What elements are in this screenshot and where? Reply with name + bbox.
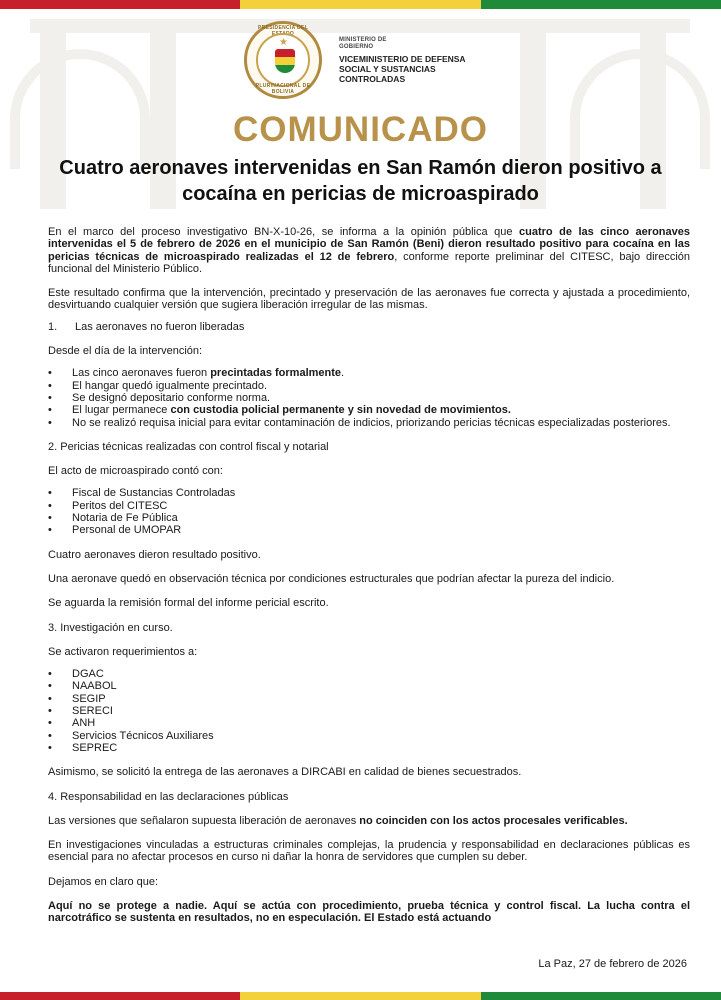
star-icon: ★ (279, 37, 288, 48)
text-run: Las cinco aeronaves fueron (72, 367, 211, 380)
section-4-heading: 4. Responsabilidad en las declaraciones públicas (48, 790, 289, 803)
bold-text-run: precintadas formalmente (210, 367, 342, 380)
section-3-list (48, 668, 690, 754)
headline: Cuatro aeronaves intervenidas en San Ramón dieron positivo a cocaína en pericias de microaspirado (59, 157, 662, 205)
bottom-flag-bar (0, 992, 721, 1000)
document-body (48, 226, 690, 925)
closing-statement: Aquí no se protege a nadie. Aquí se actúa con procedimiento, prueba técnica y control fiscal. La lucha contra el narcotráfico se sustenta en resultados, no en especulación. El Estado está actuando (48, 899, 690, 925)
section-number: 1. (48, 320, 58, 333)
section-4-paragraph-1 (48, 815, 690, 827)
flag-yellow-stripe (240, 0, 480, 9)
section-title: Las aeronaves no fueron liberadas (75, 320, 245, 333)
text-run: , conforme reporte preliminar del CITESC, bajo dirección funcional del Ministerio Público. (48, 250, 691, 275)
ministry-header (244, 20, 484, 100)
list-item: • No se realizó requisa inicial para evitar contaminación de indicios, priorizando pericias técnicas especializadas posteriores. (48, 417, 690, 429)
section-3-heading: 3. Investigación en curso. (48, 621, 173, 634)
text-run: En el marco del proceso investigativo BN-X-10-26, se informa a la opinión pública que (48, 226, 519, 238)
section-2-lead: El acto de microaspirado contó con: (48, 465, 223, 478)
seal-text-top: PRESIDENCIA DEL (258, 25, 308, 31)
section-3-paragraph-1: Asimismo, se solicitó la entrega de las aeronaves a DIRCABI en calidad de bienes secuestrados. (48, 766, 522, 779)
flag-green-stripe (481, 0, 721, 9)
section-2-heading: 2. Pericias técnicas realizadas con control fiscal y notarial (48, 440, 329, 453)
flag-red-stripe (0, 0, 240, 9)
section-3-lead: Se activaron requerimientos a: (48, 645, 198, 658)
section-4-paragraph-3: Dejamos en claro que: (48, 875, 159, 888)
bold-text-run: no coinciden con los actos procesales verificables. (359, 814, 628, 827)
section-1-heading (48, 321, 690, 333)
vice-ministry-label: VICEMINISTERIO DE DEFENSA SOCIAL Y SUSTANCIAS CONTROLADAS (339, 53, 466, 84)
document-type-title: COMUNICADO (233, 110, 488, 149)
list-item: • SEPREC (48, 742, 690, 754)
section-4-paragraph-2: En investigaciones vinculadas a estructuras criminales complejas, la prudencia y responsabilidad en declaraciones públicas es esencial para no afectar procesos en curso ni dañar la honra de servidores que cumplen su deber. (48, 839, 690, 864)
ministry-name-block (339, 37, 489, 84)
section-2-list (48, 487, 690, 536)
list-item: • Personal de UMOPAR (48, 524, 690, 536)
bold-text-run: cuatro de las cinco aeronaves intervenidas el 5 de febrero de 2026 en el municipio de San Ramón (Beni) dieron resultado positivo para cocaína en las pericias técnicas de microaspirado realizadas el 12 de febrero (48, 226, 690, 263)
bolivia-state-seal-logo (244, 21, 322, 99)
list-item: • Se designó depositario conforme norma. (48, 392, 690, 404)
list-item: • Notaria de Fe Pública (48, 512, 690, 524)
list-item: • Servicios Técnicos Auxiliares (48, 730, 690, 742)
top-flag-bar (0, 0, 721, 9)
section-1-list (48, 367, 690, 428)
list-item: • El hangar quedó igualmente precintado. (48, 380, 690, 392)
list-item (48, 404, 690, 416)
bold-text-run: con custodia policial permanente y sin novedad de movimientos. (170, 404, 511, 417)
list-item: • Peritos del CITESC (48, 500, 690, 512)
section-1-lead: Desde el día de la intervención: (48, 345, 203, 358)
ministry-label: MINISTERIO DE GOBIERNO (339, 36, 387, 50)
seal-text-bottom: PLURINACIONAL DE BOLIVIA (255, 83, 311, 95)
list-item: • DGAC (48, 668, 690, 680)
flag-red-stripe (0, 992, 240, 1000)
list-item (48, 367, 690, 379)
list-item: • NAABOL (48, 680, 690, 692)
text-run: Las versiones que señalaron supuesta liberación de aeronaves (48, 814, 360, 827)
document-date: La Paz, 27 de febrero de 2026 (538, 958, 687, 970)
list-item: • ANH (48, 717, 690, 729)
list-item: • SEGIP (48, 693, 690, 705)
text-run: . (341, 367, 345, 380)
section-2-paragraph-3: Se aguarda la remisión formal del informe pericial escrito. (48, 597, 329, 610)
section-2-paragraph-2: Una aeronave quedó en observación técnica por condiciones estructurales que podrían afectar la pureza del indicio. (48, 572, 615, 585)
list-item: • Fiscal de Sustancias Controladas (48, 487, 690, 499)
section-2-paragraph-1: Cuatro aeronaves dieron resultado positivo. (48, 548, 261, 561)
text-run: El lugar permanece (72, 404, 171, 417)
coat-of-arms-icon (275, 49, 295, 73)
flag-yellow-stripe (240, 992, 480, 1000)
list-item: • SERECI (48, 705, 690, 717)
intro-paragraph-2: Este resultado confirma que la intervención, precintado y preservación de las aeronaves fue correcta y ajustada a procedimiento, desvirtuando cualquier versión que sugiera liberación irregular de las mismas. (48, 287, 690, 312)
flag-green-stripe (481, 992, 721, 1000)
intro-paragraph-1 (48, 226, 690, 275)
